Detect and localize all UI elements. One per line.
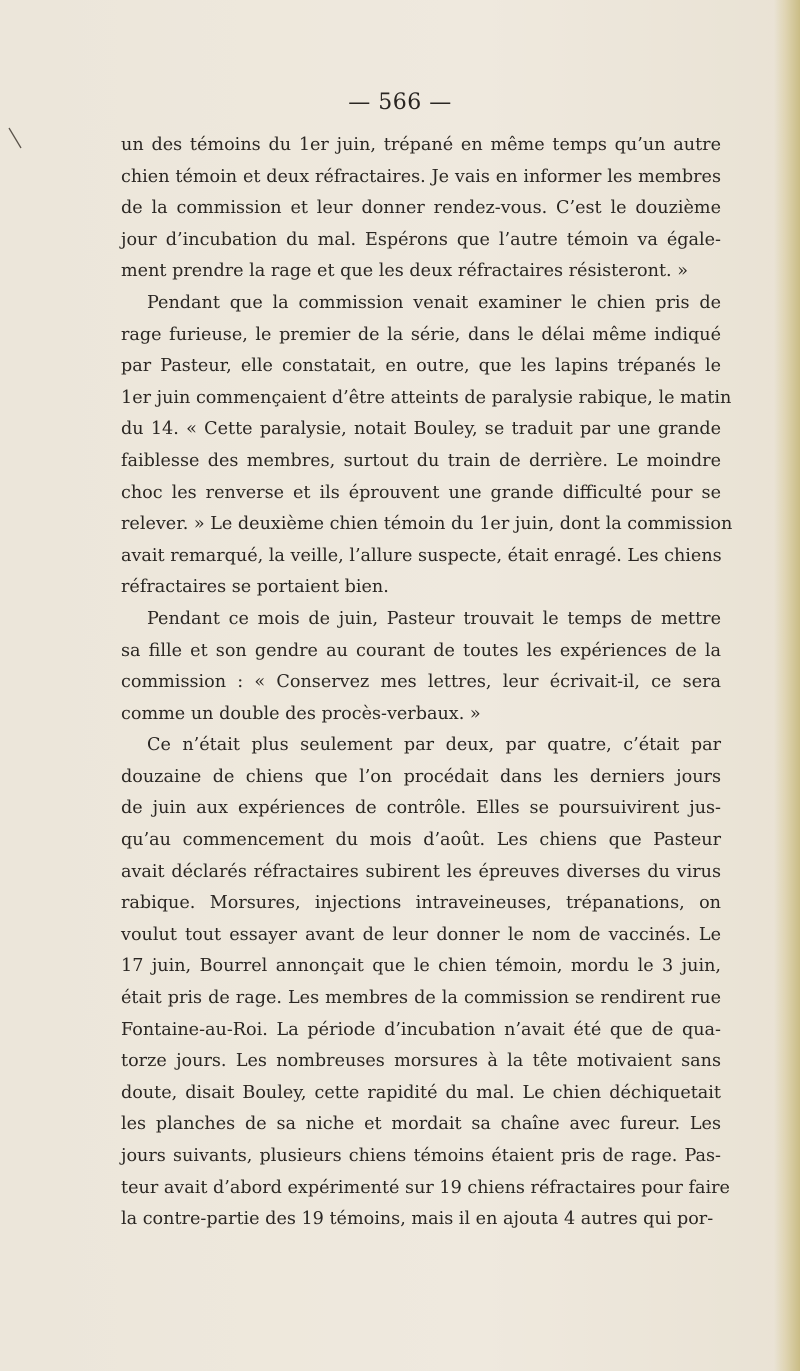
text-line: Pendant ce mois de juin, Pasteur trouvait le temps de mettre	[147, 608, 721, 629]
text-line: rabique. Morsures, injections intraveineuses, trépanations, on	[121, 893, 721, 914]
text-line: douzaine de chiens que l’on procédait dans les derniers jours	[121, 766, 721, 787]
text-line: voulut tout essayer avant de leur donner le nom de vaccinés. Le	[121, 924, 721, 945]
text-line: relever. » Le deuxième chien témoin du 1er juin, dont la commission	[121, 514, 733, 535]
text-line: jours suivants, plusieurs chiens témoins étaient pris de rage. Pas-	[121, 1146, 721, 1166]
text-line: chien témoin et deux réfractaires. Je vais en informer les membres	[121, 166, 721, 187]
text-line: avait remarqué, la veille, l’allure suspecte, était enragé. Les chiens	[121, 545, 722, 566]
text-line: Pendant que la commission venait examiner le chien pris de	[147, 292, 721, 313]
page-edge-shadow	[774, 0, 800, 1371]
text-line: 17 juin, Bourrel annonçait que le chien témoin, mordu le 3 juin,	[121, 956, 721, 977]
text-line: par Pasteur, elle constatait, en outre, que les lapins trépanés le	[121, 356, 721, 377]
text-line: de juin aux expériences de contrôle. Elles se poursuivirent jus-	[121, 798, 721, 819]
text-line: commission : « Conservez mes lettres, leur écrivait-il, ce sera	[121, 672, 721, 693]
text-line: Fontaine-au-Roi. La période d’incubation n’avait été que de qua-	[121, 1019, 721, 1040]
text-line: qu’au commencement du mois d’août. Les chiens que Pasteur	[121, 830, 721, 851]
page-number: — 566 —	[348, 90, 452, 115]
text-line: la contre-partie des 19 témoins, mais il en ajouta 4 autres qui por-	[121, 1209, 714, 1230]
text-line: doute, disait Bouley, cette rapidité du mal. Le chien déchiquetait	[121, 1082, 721, 1103]
text-line: rage furieuse, le premier de la série, dans le délai même indiqué	[121, 324, 721, 345]
text-line: faiblesse des membres, surtout du train de derrière. Le moindre	[121, 450, 721, 471]
text-line: ment prendre la rage et que les deux réfractaires résisteront. »	[121, 261, 688, 282]
text-line: un des témoins du 1er juin, trépané en même temps qu’un autre	[121, 135, 721, 155]
text-line: sa fille et son gendre au courant de toutes les expériences de la	[121, 640, 721, 661]
text-line: Ce n’était plus seulement par deux, par quatre, c’était par	[147, 735, 721, 756]
text-line: réfractaires se portaient bien.	[121, 577, 389, 598]
text-line: teur avait d’abord expérimenté sur 19 chiens réfractaires pour faire	[121, 1177, 730, 1198]
text-line: du 14. « Cette paralysie, notait Bouley, se traduit par une grande	[121, 419, 721, 440]
text-line: jour d’incubation du mal. Espérons que l’autre témoin va égale-	[121, 229, 721, 250]
margin-mark-icon	[6, 126, 24, 152]
body-text	[121, 130, 733, 1236]
text-line: avait déclarés réfractaires subirent les épreuves diverses du virus	[121, 861, 721, 882]
text-line: 1er juin commençaient d’être atteints de paralysie rabique, le matin	[121, 387, 732, 408]
text-line: était pris de rage. Les membres de la commission se rendirent rue	[121, 988, 721, 1009]
text-line: comme un double des procès-verbaux. »	[121, 703, 481, 724]
text-line: les planches de sa niche et mordait sa chaîne avec fureur. Les	[121, 1114, 721, 1135]
text-line: choc les renverse et ils éprouvent une grande difficulté pour se	[121, 482, 721, 503]
text-line: de la commission et leur donner rendez-vous. C’est le douzième	[121, 198, 721, 219]
text-line: torze jours. Les nombreuses morsures à la tête motivaient sans	[121, 1051, 721, 1072]
